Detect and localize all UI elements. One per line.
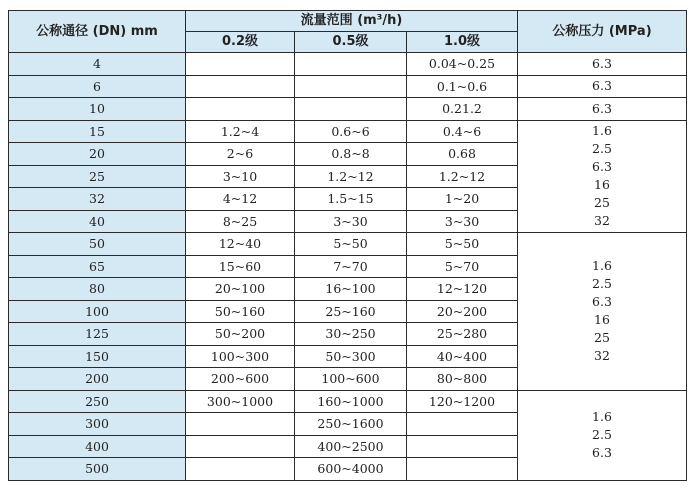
flow-grade-1-0-cell <box>407 458 518 481</box>
nominal-pressure-cell <box>518 390 687 480</box>
nominal-diameter-cell: 20 <box>9 143 186 166</box>
flow-grade-0-5-cell <box>295 75 407 98</box>
pressure-values <box>518 55 686 73</box>
nominal-diameter-cell: 40 <box>9 210 186 233</box>
pressure-value: 32 <box>594 348 610 364</box>
nominal-pressure-cell <box>518 53 687 76</box>
pressure-value: 6.3 <box>592 445 612 460</box>
flow-grade-1-0-cell: 20~200 <box>407 300 518 323</box>
flow-grade-0-2-cell: 200~600 <box>186 368 295 391</box>
flow-grade-1-0-cell: 1.2~12 <box>407 165 518 188</box>
table-row <box>9 75 687 98</box>
flow-grade-0-5-cell: 400~2500 <box>295 435 407 458</box>
pressure-value: 2.5 <box>592 427 612 442</box>
header-row-1 <box>9 11 687 32</box>
table-body <box>9 53 687 481</box>
flow-grade-0-2-cell: 20~100 <box>186 278 295 301</box>
flow-grade-0-2-cell: 4~12 <box>186 188 295 211</box>
header-grade-0-2: 0.2级 <box>186 32 295 53</box>
table-row <box>9 120 687 143</box>
pressure-values <box>518 122 686 230</box>
flow-grade-0-2-cell: 2~6 <box>186 143 295 166</box>
flowmeter-spec-table <box>8 10 687 481</box>
flow-grade-0-5-cell: 1.2~12 <box>295 165 407 188</box>
flow-grade-1-0-cell: 25~280 <box>407 323 518 346</box>
pressure-value: 1.6 <box>592 123 612 139</box>
flow-grade-1-0-cell: 5~50 <box>407 233 518 256</box>
flow-grade-0-5-cell <box>295 53 407 76</box>
flow-grade-0-2-cell: 50~200 <box>186 323 295 346</box>
flow-grade-0-5-cell: 1.5~15 <box>295 188 407 211</box>
flow-grade-1-0-cell: 0.21.2 <box>407 98 518 121</box>
nominal-diameter-cell: 50 <box>9 233 186 256</box>
pressure-value: 25 <box>594 330 610 346</box>
flow-grade-0-2-cell <box>186 435 295 458</box>
header-nominal-diameter: 公称通径 (DN) mm <box>9 11 186 53</box>
nominal-pressure-cell <box>518 120 687 233</box>
flow-grade-0-5-cell: 3~30 <box>295 210 407 233</box>
flow-grade-0-2-cell: 15~60 <box>186 255 295 278</box>
nominal-pressure-cell <box>518 75 687 98</box>
flow-grade-1-0-cell: 0.4~6 <box>407 120 518 143</box>
nominal-diameter-cell: 400 <box>9 435 186 458</box>
flow-grade-0-5-cell <box>295 98 407 121</box>
flow-grade-0-2-cell: 50~160 <box>186 300 295 323</box>
pressure-value: 2.5 <box>592 141 612 157</box>
flow-grade-1-0-cell: 40~400 <box>407 345 518 368</box>
flow-grade-0-5-cell: 600~4000 <box>295 458 407 481</box>
flow-grade-0-2-cell: 1.2~4 <box>186 120 295 143</box>
flow-grade-0-5-cell: 250~1600 <box>295 413 407 436</box>
flow-grade-0-2-cell: 12~40 <box>186 233 295 256</box>
nominal-diameter-cell: 250 <box>9 390 186 413</box>
flow-grade-0-2-cell: 300~1000 <box>186 390 295 413</box>
pressure-value: 6.3 <box>592 55 612 71</box>
nominal-diameter-cell: 150 <box>9 345 186 368</box>
pressure-value: 1.6 <box>592 258 612 274</box>
flow-grade-1-0-cell: 0.1~0.6 <box>407 75 518 98</box>
pressure-value: 6.3 <box>592 159 612 175</box>
nominal-diameter-cell: 125 <box>9 323 186 346</box>
flow-grade-0-2-cell <box>186 413 295 436</box>
pressure-value: 25 <box>594 195 610 211</box>
nominal-diameter-cell: 65 <box>9 255 186 278</box>
table-row <box>9 53 687 76</box>
flow-grade-0-5-cell: 0.6~6 <box>295 120 407 143</box>
flow-grade-1-0-cell: 12~120 <box>407 278 518 301</box>
flow-grade-1-0-cell: 3~30 <box>407 210 518 233</box>
header-grade-1-0: 1.0级 <box>407 32 518 53</box>
nominal-diameter-cell: 15 <box>9 120 186 143</box>
nominal-diameter-cell: 32 <box>9 188 186 211</box>
nominal-diameter-cell: 300 <box>9 413 186 436</box>
flow-grade-0-5-cell: 50~300 <box>295 345 407 368</box>
flow-grade-1-0-cell: 80~800 <box>407 368 518 391</box>
header-flow-range: 流量范围 (m³/h) <box>186 11 518 32</box>
flow-grade-0-5-cell: 7~70 <box>295 255 407 278</box>
flow-grade-1-0-cell: 0.04~0.25 <box>407 53 518 76</box>
pressure-value: 2.5 <box>592 276 612 292</box>
nominal-diameter-cell: 6 <box>9 75 186 98</box>
nominal-pressure-cell <box>518 233 687 391</box>
pressure-value: 16 <box>594 312 610 328</box>
table-row <box>9 390 687 413</box>
flow-grade-0-2-cell: 100~300 <box>186 345 295 368</box>
flow-grade-0-2-cell <box>186 53 295 76</box>
pressure-value: 6.3 <box>592 294 612 310</box>
pressure-values <box>518 77 686 95</box>
pressure-values <box>518 408 686 462</box>
pressure-value: 16 <box>594 177 610 193</box>
pressure-value: 6.3 <box>592 78 612 94</box>
flow-grade-1-0-cell: 1~20 <box>407 188 518 211</box>
pressure-values <box>518 100 686 118</box>
pressure-value: 6.3 <box>592 100 612 116</box>
nominal-diameter-cell: 200 <box>9 368 186 391</box>
flow-grade-1-0-cell: 120~1200 <box>407 390 518 413</box>
header-nominal-pressure: 公称压力 (MPa) <box>518 11 687 53</box>
flow-grade-0-2-cell: 3~10 <box>186 165 295 188</box>
nominal-diameter-cell: 500 <box>9 458 186 481</box>
flow-grade-0-5-cell: 160~1000 <box>295 390 407 413</box>
nominal-diameter-cell: 25 <box>9 165 186 188</box>
nominal-diameter-cell: 100 <box>9 300 186 323</box>
pressure-value: 32 <box>594 213 610 229</box>
pressure-value: 1.6 <box>592 409 612 424</box>
nominal-diameter-cell: 4 <box>9 53 186 76</box>
flow-grade-0-2-cell <box>186 75 295 98</box>
nominal-diameter-cell: 10 <box>9 98 186 121</box>
flow-grade-0-2-cell: 8~25 <box>186 210 295 233</box>
flow-grade-1-0-cell: 0.68 <box>407 143 518 166</box>
table-row <box>9 233 687 256</box>
flow-grade-0-2-cell <box>186 458 295 481</box>
flow-grade-0-5-cell: 25~160 <box>295 300 407 323</box>
flow-grade-1-0-cell <box>407 435 518 458</box>
flow-grade-0-5-cell: 0.8~8 <box>295 143 407 166</box>
flow-grade-0-5-cell: 100~600 <box>295 368 407 391</box>
flow-grade-0-2-cell <box>186 98 295 121</box>
flow-grade-0-5-cell: 16~100 <box>295 278 407 301</box>
flow-grade-0-5-cell: 5~50 <box>295 233 407 256</box>
nominal-diameter-cell: 80 <box>9 278 186 301</box>
header-grade-0-5: 0.5级 <box>295 32 407 53</box>
flow-grade-1-0-cell: 5~70 <box>407 255 518 278</box>
pressure-values <box>518 257 686 365</box>
flow-grade-1-0-cell <box>407 413 518 436</box>
table-row <box>9 98 687 121</box>
nominal-pressure-cell <box>518 98 687 121</box>
flow-grade-0-5-cell: 30~250 <box>295 323 407 346</box>
